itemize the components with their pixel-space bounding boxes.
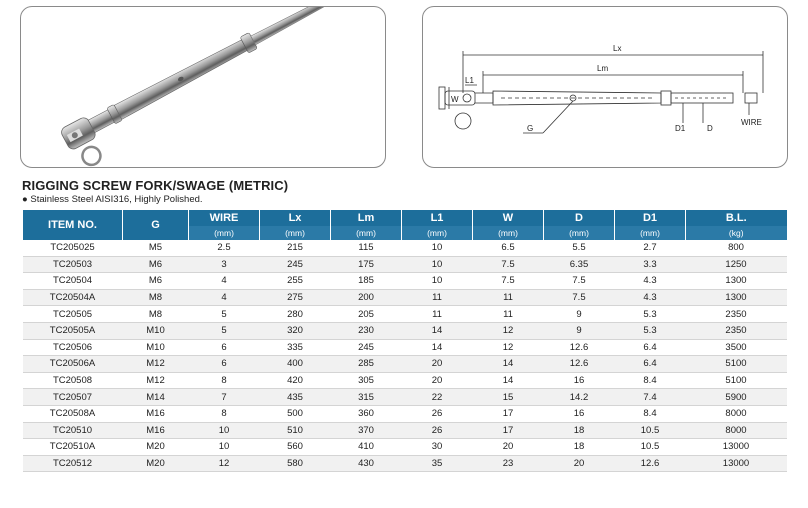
cell-item-no: TC20504A: [23, 289, 123, 306]
dim-d1-label: D1: [675, 124, 686, 133]
cell-lm: 360: [331, 405, 402, 422]
product-photo-panel: [20, 6, 386, 168]
cell-bl: 13000: [686, 455, 787, 472]
cell-d1: 6.4: [615, 339, 686, 356]
cell-l1: 26: [402, 405, 473, 422]
cell-g: M20: [123, 439, 189, 456]
cell-d1: 5.3: [615, 306, 686, 323]
cell-item-no: TC20506: [23, 339, 123, 356]
cell-bl: 1250: [686, 256, 787, 273]
cell-d: 12.6: [544, 356, 615, 373]
cell-g: M16: [123, 405, 189, 422]
cell-g: M14: [123, 389, 189, 406]
cell-item-no: TC20508: [23, 372, 123, 389]
cell-bl: 1300: [686, 273, 787, 290]
cell-wire: 10: [189, 439, 260, 456]
cell-item-no: TC20510A: [23, 439, 123, 456]
cell-l1: 14: [402, 322, 473, 339]
cell-lx: 500: [260, 405, 331, 422]
technical-drawing-panel: [422, 6, 788, 168]
dim-lm-label: Lm: [597, 64, 609, 73]
cell-g: M10: [123, 322, 189, 339]
unit-lm: (mm): [331, 226, 402, 240]
cell-lm: 285: [331, 356, 402, 373]
cell-bl: 800: [686, 240, 787, 256]
cell-g: M8: [123, 306, 189, 323]
unit-w: (mm): [473, 226, 544, 240]
cell-item-no: TC20505: [23, 306, 123, 323]
cell-l1: 11: [402, 289, 473, 306]
cell-lx: 510: [260, 422, 331, 439]
cell-wire: 12: [189, 455, 260, 472]
unit-d1: (mm): [615, 226, 686, 240]
cell-wire: 10: [189, 422, 260, 439]
dim-w-label: W: [451, 95, 459, 104]
cell-item-no: TC20512: [23, 455, 123, 472]
table-row: [23, 322, 787, 339]
cell-d: 16: [544, 405, 615, 422]
header-wire: WIRE: [189, 210, 260, 226]
cell-wire: 2.5: [189, 240, 260, 256]
cell-wire: 8: [189, 405, 260, 422]
table-row: [23, 389, 787, 406]
cell-d: 16: [544, 372, 615, 389]
header-l1: L1: [402, 210, 473, 226]
cell-l1: 14: [402, 339, 473, 356]
cell-w: 20: [473, 439, 544, 456]
cell-g: M16: [123, 422, 189, 439]
cell-d: 18: [544, 422, 615, 439]
cell-l1: 26: [402, 422, 473, 439]
unit-bl: (kg): [686, 226, 787, 240]
cell-item-no: TC20504: [23, 273, 123, 290]
header-lm: Lm: [331, 210, 402, 226]
table-row: [23, 422, 787, 439]
cell-w: 15: [473, 389, 544, 406]
cell-item-no: TC20503: [23, 256, 123, 273]
cell-d: 20: [544, 455, 615, 472]
header-lx: Lx: [260, 210, 331, 226]
table-row: [23, 439, 787, 456]
cell-d1: 7.4: [615, 389, 686, 406]
cell-lm: 115: [331, 240, 402, 256]
unit-lx: (mm): [260, 226, 331, 240]
cell-bl: 5100: [686, 356, 787, 373]
cell-wire: 6: [189, 356, 260, 373]
cell-bl: 1300: [686, 289, 787, 306]
cell-item-no: TC20505A: [23, 322, 123, 339]
cell-w: 23: [473, 455, 544, 472]
header-bl: B.L.: [686, 210, 787, 226]
cell-wire: 5: [189, 322, 260, 339]
table-row: [23, 372, 787, 389]
cell-w: 7.5: [473, 256, 544, 273]
cell-d: 7.5: [544, 289, 615, 306]
table-row: [23, 306, 787, 323]
rigging-screw-photo: [21, 7, 385, 167]
cell-l1: 35: [402, 455, 473, 472]
cell-bl: 5900: [686, 389, 787, 406]
cell-wire: 8: [189, 372, 260, 389]
cell-lm: 370: [331, 422, 402, 439]
cell-l1: 10: [402, 273, 473, 290]
cell-g: M12: [123, 372, 189, 389]
material-note: ● Stainless Steel AISI316, Highly Polished.: [22, 194, 203, 205]
cell-d1: 4.3: [615, 273, 686, 290]
cell-l1: 30: [402, 439, 473, 456]
cell-lx: 255: [260, 273, 331, 290]
cell-wire: 7: [189, 389, 260, 406]
cell-g: M10: [123, 339, 189, 356]
header-w: W: [473, 210, 544, 226]
table-row: [23, 356, 787, 373]
cell-g: M6: [123, 256, 189, 273]
cell-lm: 315: [331, 389, 402, 406]
cell-d: 5.5: [544, 240, 615, 256]
dim-lx-label: Lx: [613, 44, 622, 53]
cell-d: 7.5: [544, 273, 615, 290]
cell-lx: 560: [260, 439, 331, 456]
dim-wire-label: WIRE: [741, 118, 762, 127]
table-row: [23, 289, 787, 306]
cell-d1: 12.6: [615, 455, 686, 472]
cell-d1: 2.7: [615, 240, 686, 256]
cell-g: M20: [123, 455, 189, 472]
cell-bl: 2350: [686, 306, 787, 323]
cell-item-no: TC20508A: [23, 405, 123, 422]
unit-l1: (mm): [402, 226, 473, 240]
dim-l1-label: L1: [465, 76, 474, 85]
spec-table: [22, 210, 787, 472]
cell-l1: 11: [402, 306, 473, 323]
cell-d: 14.2: [544, 389, 615, 406]
cell-w: 14: [473, 356, 544, 373]
cell-l1: 20: [402, 356, 473, 373]
header-item-no: ITEM NO.: [23, 210, 123, 240]
cell-d: 6.35: [544, 256, 615, 273]
cell-lx: 400: [260, 356, 331, 373]
cell-lx: 215: [260, 240, 331, 256]
cell-bl: 5100: [686, 372, 787, 389]
cell-d: 9: [544, 322, 615, 339]
cell-g: M5: [123, 240, 189, 256]
cell-w: 6.5: [473, 240, 544, 256]
header-d: D: [544, 210, 615, 226]
cell-wire: 4: [189, 273, 260, 290]
cell-w: 17: [473, 405, 544, 422]
cell-l1: 10: [402, 256, 473, 273]
cell-bl: 3500: [686, 339, 787, 356]
cell-w: 14: [473, 372, 544, 389]
unit-d: (mm): [544, 226, 615, 240]
cell-wire: 6: [189, 339, 260, 356]
cell-wire: 5: [189, 306, 260, 323]
cell-lm: 175: [331, 256, 402, 273]
page-title: RIGGING SCREW FORK/SWAGE (METRIC): [22, 178, 289, 193]
cell-item-no: TC20510: [23, 422, 123, 439]
cell-wire: 4: [189, 289, 260, 306]
cell-w: 12: [473, 339, 544, 356]
cell-item-no: TC20507: [23, 389, 123, 406]
cell-lm: 200: [331, 289, 402, 306]
cell-d1: 4.3: [615, 289, 686, 306]
cell-d1: 3.3: [615, 256, 686, 273]
cell-lm: 185: [331, 273, 402, 290]
cell-lx: 420: [260, 372, 331, 389]
header-d1: D1: [615, 210, 686, 226]
cell-item-no: TC205025: [23, 240, 123, 256]
cell-w: 17: [473, 422, 544, 439]
dimension-drawing: [423, 7, 787, 167]
table-row: [23, 405, 787, 422]
cell-g: M8: [123, 289, 189, 306]
cell-d: 12.6: [544, 339, 615, 356]
cell-w: 11: [473, 306, 544, 323]
cell-lx: 335: [260, 339, 331, 356]
cell-d1: 6.4: [615, 356, 686, 373]
cell-d1: 10.5: [615, 439, 686, 456]
cell-wire: 3: [189, 256, 260, 273]
cell-lm: 245: [331, 339, 402, 356]
cell-d: 18: [544, 439, 615, 456]
cell-d1: 8.4: [615, 405, 686, 422]
cell-lm: 205: [331, 306, 402, 323]
cell-l1: 22: [402, 389, 473, 406]
table-row: [23, 256, 787, 273]
cell-g: M12: [123, 356, 189, 373]
cell-lx: 320: [260, 322, 331, 339]
cell-lx: 435: [260, 389, 331, 406]
cell-d1: 8.4: [615, 372, 686, 389]
cell-lx: 275: [260, 289, 331, 306]
cell-lm: 430: [331, 455, 402, 472]
cell-lx: 580: [260, 455, 331, 472]
cell-lx: 245: [260, 256, 331, 273]
dim-d-label: D: [707, 124, 713, 133]
cell-bl: 8000: [686, 422, 787, 439]
cell-w: 7.5: [473, 273, 544, 290]
cell-d: 9: [544, 306, 615, 323]
cell-item-no: TC20506A: [23, 356, 123, 373]
table-row: [23, 339, 787, 356]
cell-lm: 305: [331, 372, 402, 389]
cell-bl: 8000: [686, 405, 787, 422]
cell-lm: 410: [331, 439, 402, 456]
header-g: G: [123, 210, 189, 240]
table-row: [23, 455, 787, 472]
cell-l1: 10: [402, 240, 473, 256]
table-row: [23, 273, 787, 290]
cell-l1: 20: [402, 372, 473, 389]
cell-w: 11: [473, 289, 544, 306]
cell-d1: 5.3: [615, 322, 686, 339]
cell-bl: 13000: [686, 439, 787, 456]
cell-bl: 2350: [686, 322, 787, 339]
unit-wire: (mm): [189, 226, 260, 240]
table-row: [23, 240, 787, 256]
cell-d1: 10.5: [615, 422, 686, 439]
cell-lm: 230: [331, 322, 402, 339]
cell-lx: 280: [260, 306, 331, 323]
cell-w: 12: [473, 322, 544, 339]
dim-g-label: G: [527, 124, 534, 133]
cell-g: M6: [123, 273, 189, 290]
